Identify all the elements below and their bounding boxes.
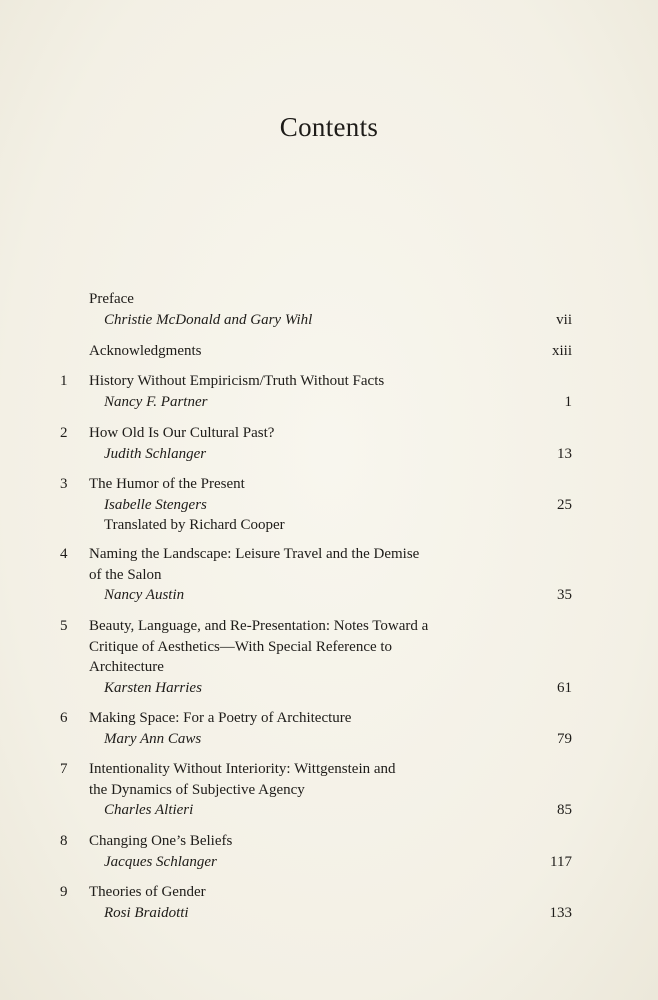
chapter-author: Judith Schlanger [104, 445, 207, 462]
page-number: xiii [551, 343, 572, 359]
page-number: 117 [550, 853, 572, 870]
page-number: 61 [557, 679, 572, 696]
entry-text [89, 831, 529, 872]
chapter-title-line: Preface [89, 291, 134, 307]
page-number: 25 [557, 496, 572, 513]
chapter-number: 9 [60, 884, 68, 900]
chapter-title-line: Naming the Landscape: Leisure Travel and the Demise [89, 546, 420, 562]
chapter-title-line: Critique of Aesthetics—With Special Reference to [89, 638, 393, 655]
page-number: vii [556, 311, 572, 328]
chapter-number: 4 [60, 546, 68, 562]
chapter-number: 6 [60, 710, 68, 726]
entry-text [89, 708, 529, 749]
chapter-title-line: History Without Empiricism/Truth Without Facts [89, 373, 385, 389]
chapter-title-line: of the Salon [89, 566, 162, 583]
chapter-author: Nancy Austin [104, 587, 185, 603]
entry-text [89, 759, 529, 821]
entry-text [89, 616, 529, 698]
chapter-author: Karsten Harries [104, 679, 202, 696]
chapter-title-line: Intentionality Without Interiority: Wittgenstein and [89, 761, 396, 777]
chapter-author: Nancy F. Partner [104, 393, 208, 410]
entry-text [89, 882, 529, 923]
page-number: 1 [564, 393, 572, 410]
page-number: 79 [557, 730, 572, 747]
entry-text [89, 341, 529, 362]
chapter-title-line: The Humor of the Present [89, 476, 245, 492]
page-number: 85 [557, 802, 572, 818]
chapter-title-line: the Dynamics of Subjective Agency [89, 781, 305, 798]
chapter-translator: Translated by Richard Cooper [104, 517, 285, 533]
chapter-title-line: Architecture [89, 659, 164, 675]
entry-text [89, 371, 529, 412]
page-title: Contents [279, 112, 379, 142]
chapter-author: Charles Altieri [104, 802, 194, 818]
chapter-author: Isabelle Stengers [104, 496, 207, 513]
chapter-number: 2 [60, 425, 68, 441]
chapter-title-line: How Old Is Our Cultural Past? [89, 425, 275, 441]
page-number: 13 [557, 445, 572, 462]
page-number: 35 [557, 587, 572, 603]
chapter-number: 1 [60, 373, 68, 389]
chapter-author: Christie McDonald and Gary Wihl [104, 311, 313, 328]
chapter-author: Rosi Braidotti [104, 904, 189, 921]
page-number: 133 [549, 904, 572, 921]
chapter-author: Jacques Schlanger [104, 853, 217, 870]
chapter-number: 5 [60, 618, 68, 634]
chapter-number: 8 [60, 833, 68, 849]
chapter-title-line: Acknowledgments [89, 343, 202, 359]
entry-text [89, 474, 529, 536]
chapter-author: Mary Ann Caws [104, 730, 202, 747]
entry-text [89, 289, 529, 330]
entry-text [89, 423, 529, 464]
entry-text [89, 544, 529, 606]
chapter-title-line: Changing One’s Beliefs [89, 833, 233, 849]
chapter-number: 7 [60, 761, 68, 777]
chapter-title-line: Beauty, Language, and Re-Presentation: Notes Toward a [89, 618, 429, 634]
chapter-number: 3 [60, 476, 68, 492]
chapter-title-line: Making Space: For a Poetry of Architecture [89, 710, 352, 726]
chapter-title-line: Theories of Gender [89, 884, 206, 900]
